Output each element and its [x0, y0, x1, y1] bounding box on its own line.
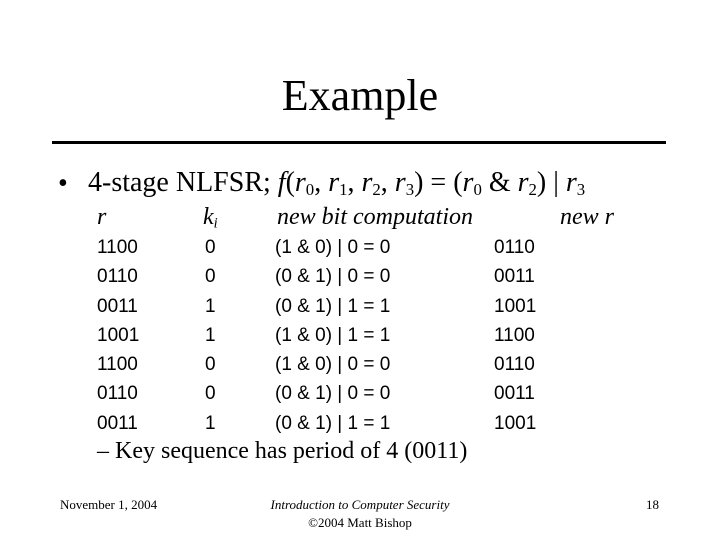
- table-cell-new-r: 1001: [494, 295, 537, 317]
- table-cell-new-r: 1100: [494, 324, 535, 346]
- var-r: r: [462, 167, 474, 198]
- slide-title: Example: [281, 71, 439, 120]
- table-cell-new-r: 1001: [494, 412, 537, 434]
- table-cell-r: 0110: [97, 383, 138, 405]
- table-cell-computation: (1 & 0) | 0 = 0: [275, 354, 391, 376]
- header-r: r: [97, 204, 107, 230]
- sub-bullet-key-sequence: – Key sequence has period of 4 (0011): [97, 438, 468, 464]
- title-divider: [52, 141, 666, 144]
- comma: ,: [347, 167, 362, 198]
- paren-open: (: [285, 167, 295, 198]
- or-operator: ) |: [536, 167, 566, 198]
- var-r: r: [361, 167, 373, 198]
- bullet-nlfsr-definition: [88, 166, 585, 200]
- and-operator: &: [481, 167, 518, 198]
- table-cell-new-r: 0011: [494, 266, 535, 288]
- sub-2: 2: [372, 180, 381, 200]
- var-r: r: [517, 167, 529, 198]
- footer-date: November 1, 2004: [60, 497, 158, 512]
- table-cell-ki: 1: [205, 295, 216, 317]
- table-cell-ki: 1: [205, 412, 216, 434]
- table-cell-computation: (0 & 1) | 1 = 1: [275, 295, 391, 317]
- table-cell-r: 1001: [97, 324, 140, 346]
- column-new-bit-computation: [275, 233, 390, 438]
- table-cell-ki: 0: [205, 354, 216, 376]
- table-cell-computation: (1 & 0) | 1 = 1: [275, 324, 391, 346]
- footer-course-title: Introduction to Computer Security: [270, 497, 450, 512]
- sub-1: 1: [339, 180, 348, 200]
- table-cell-new-r: 0110: [494, 354, 535, 376]
- equals-open: ) = (: [414, 167, 463, 198]
- header-new-r: new r: [560, 204, 614, 230]
- table-cell-r: 0011: [97, 412, 138, 434]
- table-cell-r: 0110: [97, 266, 138, 288]
- table-cell-r: 0011: [97, 295, 138, 317]
- footer-copyright: ©2004 Matt Bishop: [308, 515, 412, 530]
- table-cell-r: 1100: [97, 354, 138, 376]
- table-cell-new-r: 0011: [494, 383, 535, 405]
- header-k-sub: i: [213, 215, 218, 232]
- bullet-marker: •: [58, 168, 68, 199]
- footer-course: [0, 496, 720, 532]
- header-k-base: k: [203, 204, 214, 230]
- footer-page-number: 18: [646, 497, 659, 512]
- table-cell-computation: (1 & 0) | 0 = 0: [275, 237, 391, 258]
- sub-3: 3: [576, 180, 586, 200]
- sub-2: 2: [528, 180, 537, 200]
- var-r: r: [294, 167, 306, 198]
- bullet-prefix: 4-stage NLFSR;: [88, 167, 278, 198]
- table-cell-ki: 1: [205, 324, 216, 346]
- function-name: f: [277, 167, 286, 198]
- comma: ,: [380, 167, 395, 198]
- sub-0: 0: [473, 180, 482, 200]
- var-r: r: [565, 167, 577, 198]
- table-cell-computation: (0 & 1) | 0 = 0: [275, 266, 391, 288]
- header-new-bit-computation: new bit computation: [277, 204, 473, 230]
- sub-3: 3: [405, 180, 415, 200]
- table-cell-ki: 0: [205, 237, 216, 258]
- header-ki: [203, 203, 218, 231]
- table-cell-computation: (0 & 1) | 0 = 0: [275, 383, 391, 405]
- table-cell-new-r: 0110: [494, 237, 535, 258]
- table-cell-r: 1100: [97, 237, 138, 258]
- column-r: [97, 233, 139, 438]
- var-r: r: [328, 167, 340, 198]
- column-ki: [205, 233, 216, 438]
- sub-0: 0: [305, 180, 315, 200]
- var-r: r: [394, 167, 406, 198]
- table-cell-ki: 0: [205, 266, 216, 288]
- table-cell-computation: (0 & 1) | 1 = 1: [275, 412, 391, 434]
- table-cell-ki: 0: [205, 383, 216, 405]
- comma: ,: [314, 167, 329, 198]
- column-new-r: [494, 233, 536, 438]
